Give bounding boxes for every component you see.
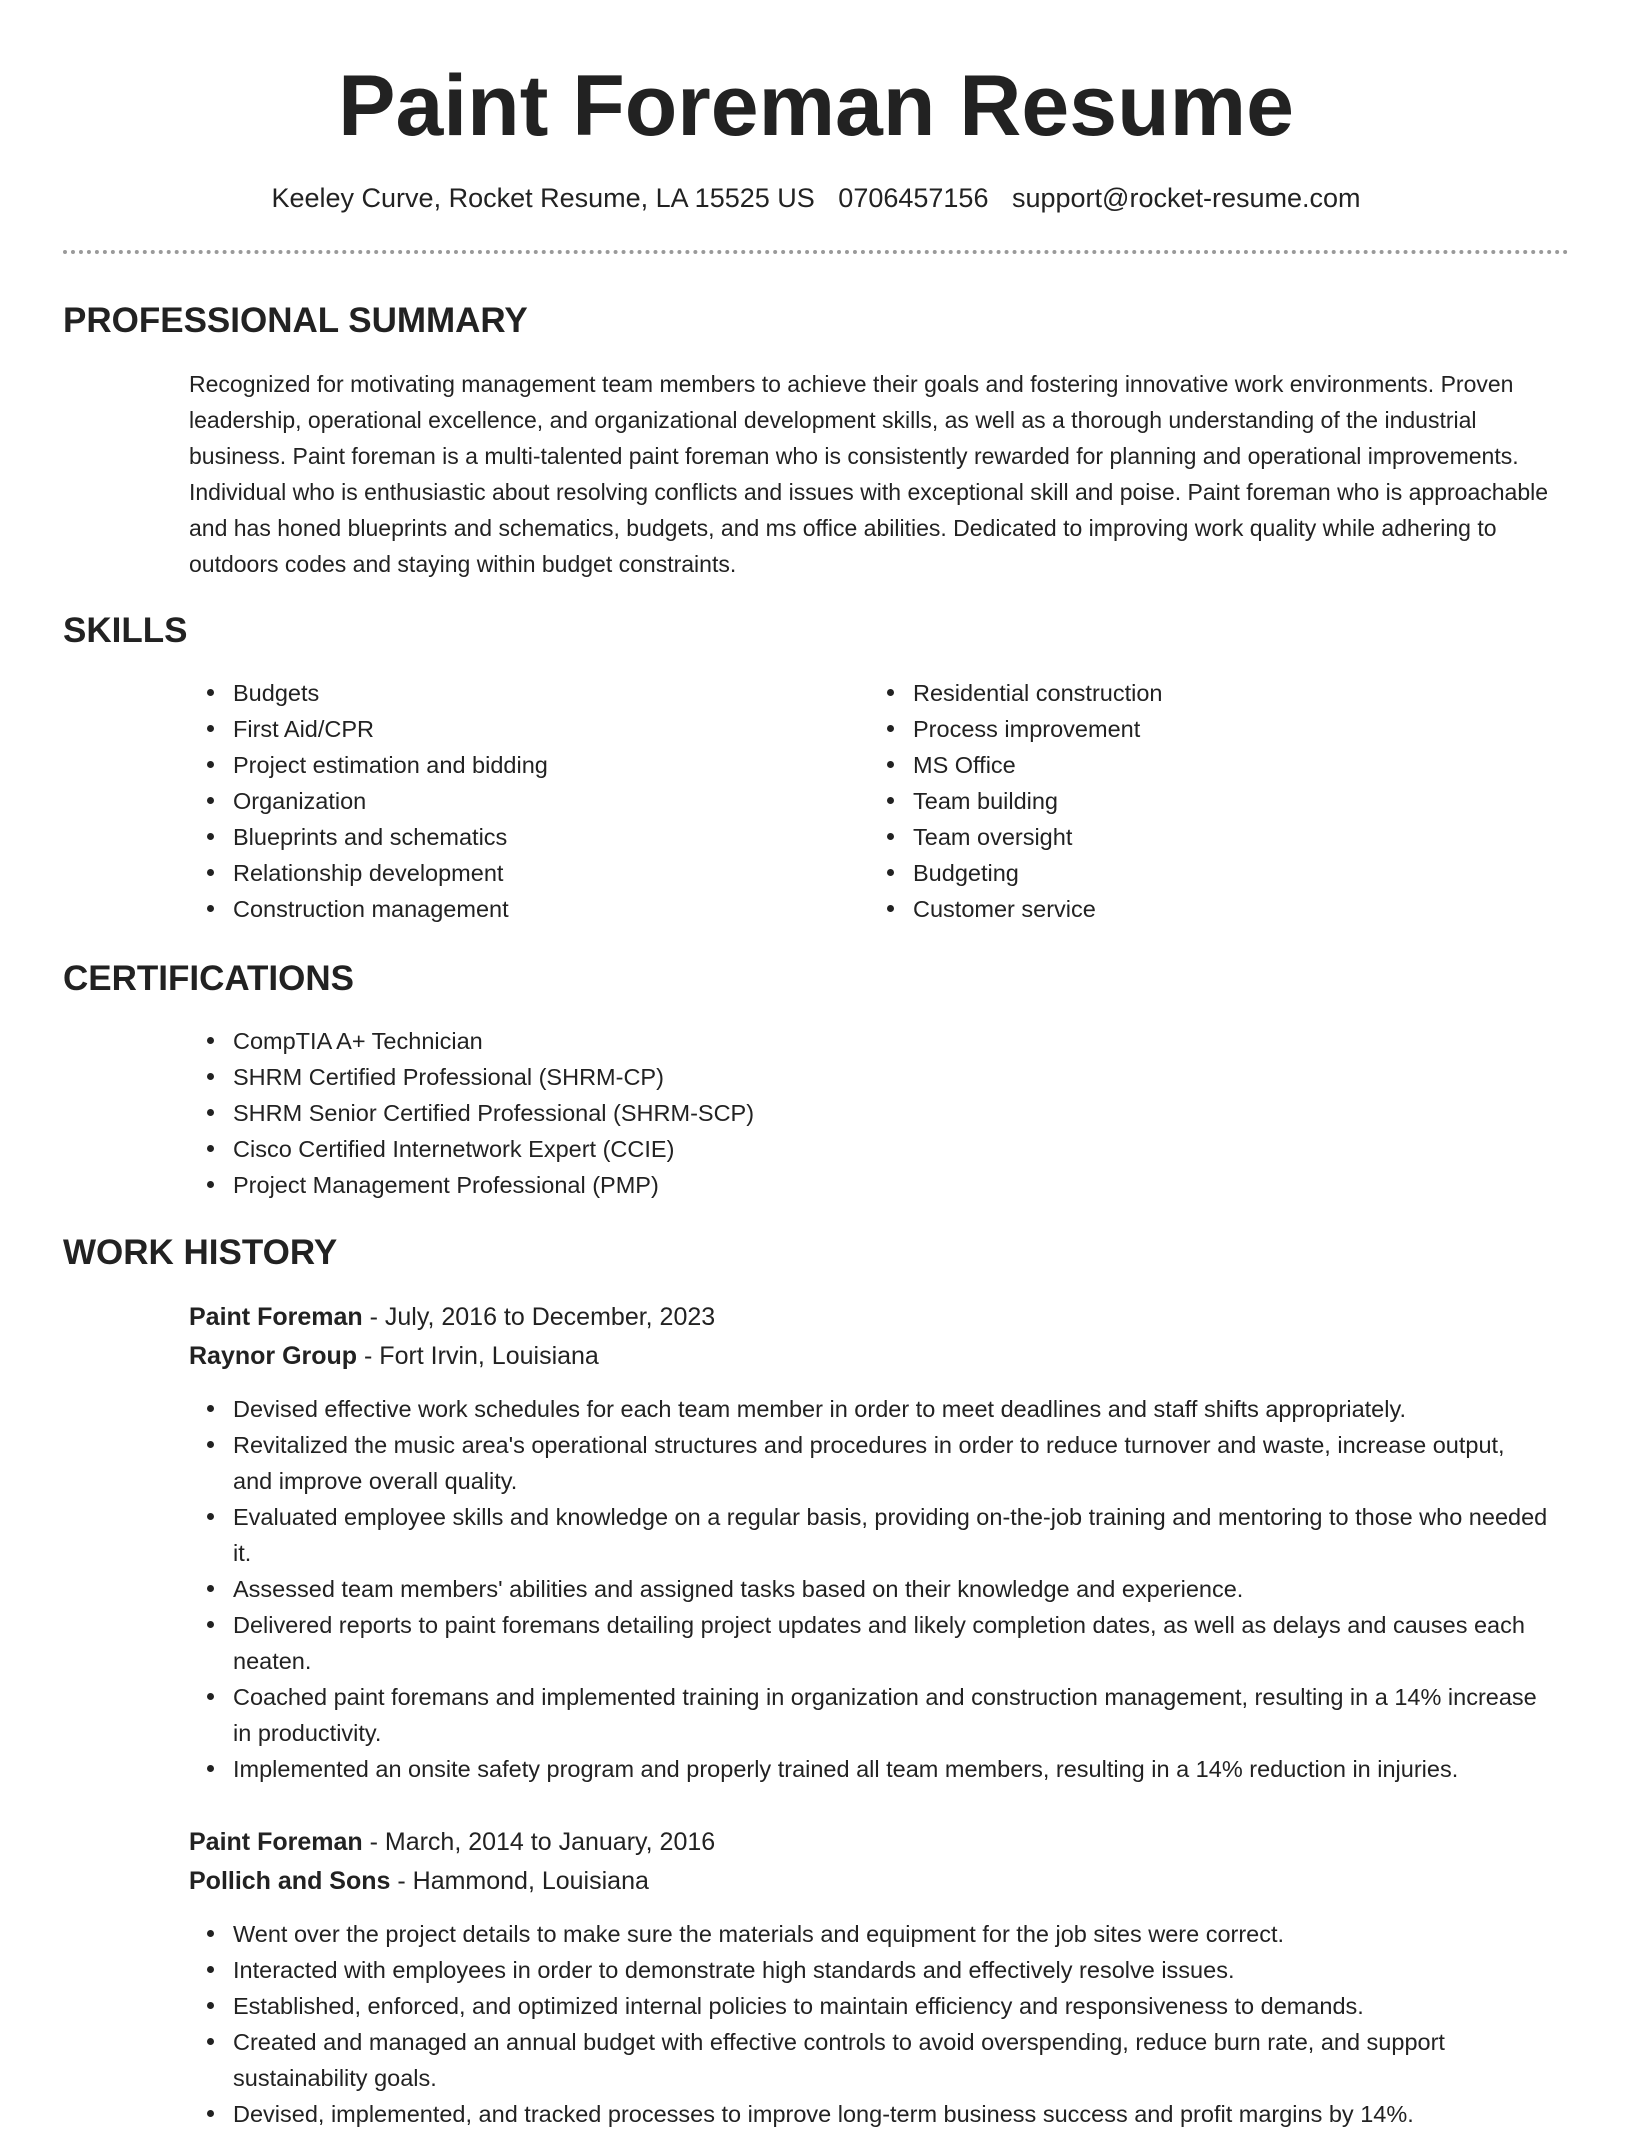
work-history-heading: WORK HISTORY	[63, 1233, 338, 1272]
job-bullet: Evaluated employee skills and knowledge on a regular basis, providing on-the-job training and mentoring to those who needed it.	[189, 1499, 1549, 1571]
job-dates: - July, 2016 to December, 2023	[362, 1303, 716, 1331]
skills-heading: SKILLS	[63, 611, 188, 650]
skills-list-right	[869, 675, 1489, 927]
job-bullet: Coached paint foremans and implemented training in organization and construction management, resulting in a 14% increase in productivity.	[189, 1679, 1549, 1751]
job-bullet: Devised, implemented, and tracked processes to improve long-term business success and profit margins by 14%.	[189, 2096, 1549, 2132]
summary-text: Recognized for motivating management team members to achieve their goals and fostering innovative work environments. Proven leadership, operational excellence, and organizational development skills, as well as a thorough understanding of the industrial business. Paint foreman is a multi-talented paint foreman who is consistently rewarded for planning and operational improvements. Individual who is enthusiastic about resolving conflicts and issues with exceptional skill and poise. Paint foreman who is approachable and has honed blueprints and schematics, budgets, and ms office abilities. Dedicated to improving work quality while adhering to outdoors codes and staying within budget constraints.	[189, 371, 1549, 577]
job-bullet: Created and managed an annual budget with effective controls to avoid overspending, reduce burn rate, and support sustainability goals.	[189, 2024, 1549, 2096]
certifications-heading: CERTIFICATIONS	[63, 959, 355, 998]
job-dates: - March, 2014 to January, 2016	[362, 1828, 716, 1856]
certification-item: Cisco Certified Internetwork Expert (CCIE)	[189, 1131, 1189, 1167]
job-bullets	[189, 1916, 1549, 2132]
job-location: - Hammond, Louisiana	[390, 1867, 649, 1895]
skill-item: Construction management	[189, 891, 809, 927]
contact-email: support@rocket-resume.com	[1011, 183, 1361, 213]
summary-heading: PROFESSIONAL SUMMARY	[63, 301, 528, 340]
certification-item: Project Management Professional (PMP)	[189, 1167, 1189, 1203]
contact-line	[0, 180, 1632, 216]
job-bullet: Established, enforced, and optimized internal policies to maintain efficiency and responsiveness to demands.	[189, 1988, 1549, 2024]
skill-item: Team building	[869, 783, 1489, 819]
header-divider	[63, 250, 1569, 254]
skill-item: Customer service	[869, 891, 1489, 927]
certification-item: SHRM Senior Certified Professional (SHRM-SCP)	[189, 1095, 1189, 1131]
resume-title: Paint Foreman Resume	[338, 58, 1294, 154]
certification-item: SHRM Certified Professional (SHRM-CP)	[189, 1059, 1189, 1095]
job-title-line	[189, 1297, 715, 1337]
skill-item: First Aid/CPR	[189, 711, 809, 747]
job-bullet: Devised effective work schedules for each team member in order to meet deadlines and staff shifts appropriately.	[189, 1391, 1549, 1427]
job-bullet: Went over the project details to make sure the materials and equipment for the job sites were correct.	[189, 1916, 1549, 1952]
job-company-line	[189, 1336, 599, 1376]
skill-item: Process improvement	[869, 711, 1489, 747]
job-company: Raynor Group	[189, 1342, 358, 1370]
skill-item: Blueprints and schematics	[189, 819, 809, 855]
job-company-line	[189, 1861, 649, 1901]
skill-item: Organization	[189, 783, 809, 819]
job-title-line	[189, 1822, 715, 1862]
job-location: - Fort Irvin, Louisiana	[357, 1342, 599, 1370]
skills-list-left	[189, 675, 809, 927]
skill-item: Project estimation and bidding	[189, 747, 809, 783]
job-bullet: Assessed team members' abilities and assigned tasks based on their knowledge and experience.	[189, 1571, 1549, 1607]
job-bullet: Interacted with employees in order to demonstrate high standards and effectively resolve issues.	[189, 1952, 1549, 1988]
job-company: Pollich and Sons	[189, 1867, 391, 1895]
skill-item: Budgets	[189, 675, 809, 711]
contact-phone: 0706457156	[838, 183, 989, 213]
certification-item: CompTIA A+ Technician	[189, 1023, 1189, 1059]
skill-item: Team oversight	[869, 819, 1489, 855]
skill-item: Budgeting	[869, 855, 1489, 891]
job-bullet: Implemented an onsite safety program and properly trained all team members, resulting in a 14% reduction in injuries.	[189, 1751, 1549, 1787]
job-role: Paint Foreman	[189, 1303, 363, 1331]
skill-item: MS Office	[869, 747, 1489, 783]
job-role: Paint Foreman	[189, 1828, 363, 1856]
certifications-list	[189, 1023, 1189, 1203]
job-bullet: Delivered reports to paint foremans detailing project updates and likely completion dates, as well as delays and causes each neaten.	[189, 1607, 1549, 1679]
job-bullet: Revitalized the music area's operational structures and procedures in order to reduce turnover and waste, increase output, and improve overall quality.	[189, 1427, 1549, 1499]
skill-item: Residential construction	[869, 675, 1489, 711]
job-bullets	[189, 1391, 1549, 1787]
skill-item: Relationship development	[189, 855, 809, 891]
contact-address: Keeley Curve, Rocket Resume, LA 15525 US	[271, 183, 815, 213]
